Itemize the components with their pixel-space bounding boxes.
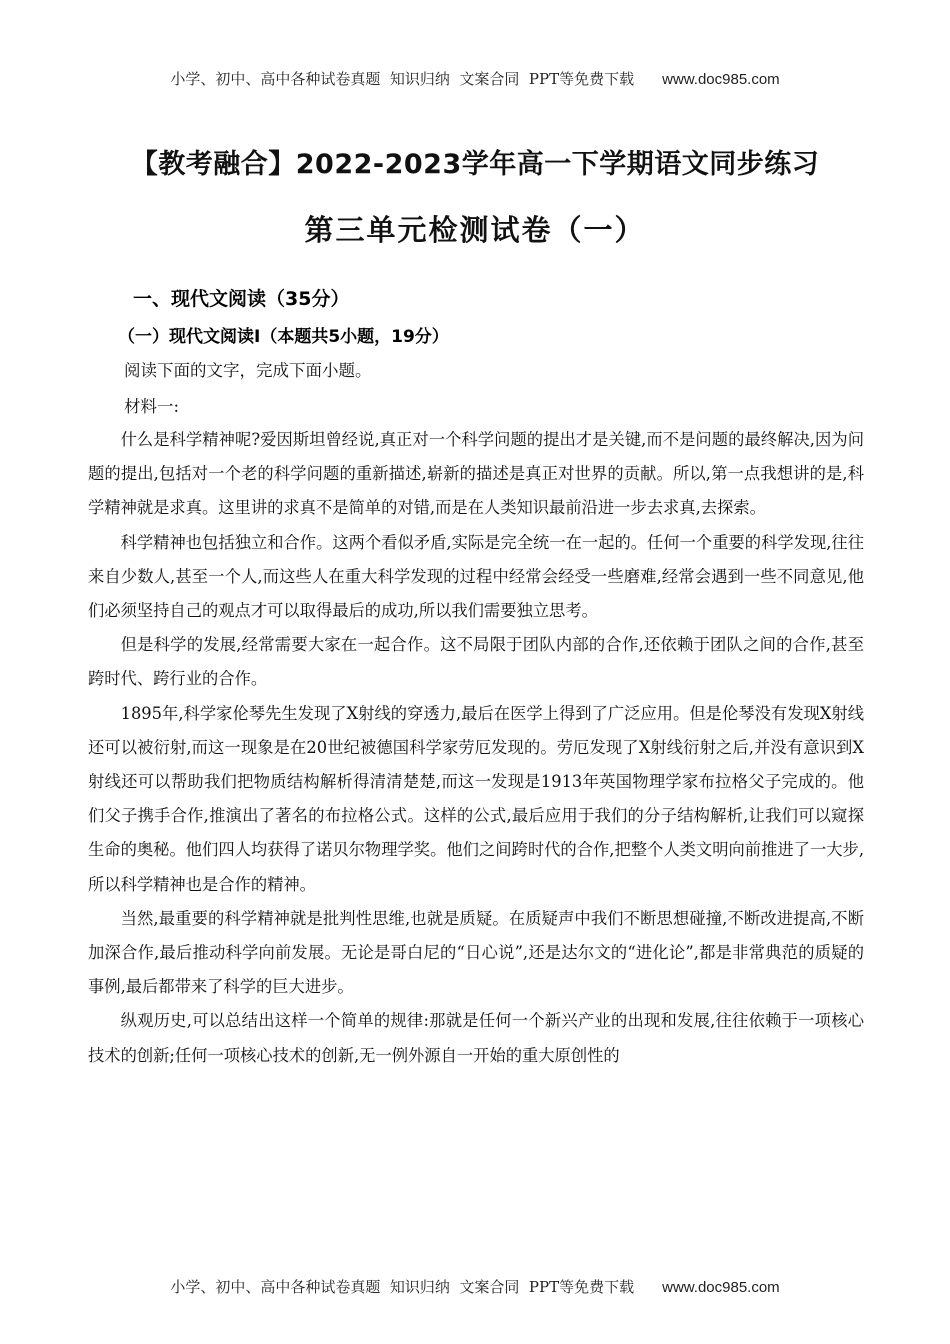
page-footer [0,1276,950,1297]
passage-paragraph: 纵观历史,可以总结出这样一个简单的规律:那就是任何一个新兴产业的出现和发展,往往依赖于一项核心技术的创新;任何一项核心技术的创新,无一例外源自一开始的重大原创性的 [88,1011,864,1065]
passage-paragraph: 科学精神也包括独立和合作。这两个看似矛盾,实际是完全统一在一起的。任何一个重要的科学发现,往往来自少数人,甚至一个人,而这些人在重大科学发现的过程中经常会经受一些磨难,经常会遇到一些不同意见,他们必须坚持自己的观点才可以取得最后的成功,所以我们需要独立思考。 [88,532,864,621]
page-header [0,68,950,89]
header-site-link[interactable]: www.doc985.com [662,71,780,88]
material-label: 材料一: [124,397,180,416]
passage-paragraph: 但是科学的发展,经常需要大家在一起合作。这不局限于团队内部的合作,还依赖于团队之间的合作,甚至跨时代、跨行业的合作。 [88,635,864,689]
reading-passage [88,423,864,1073]
passage-paragraph: 什么是科学精神呢?爱因斯坦曾经说,真正对一个科学问题的提出才是关键,而不是问题的最终解决,因为问题的提出,包括对一个老的科学问题的重新描述,崭新的描述是真正对世界的贡献。所以,第一点我想讲的是,科学精神就是求真。这里讲的求真不是简单的对错,而是在人类知识最前沿进一步去求真,去探索。 [88,430,864,518]
passage-paragraph: 当然,最重要的科学精神就是批判性思维,也就是质疑。在质疑声中我们不断思想碰撞,不断改进提高,不断加深合作,最后推动科学向前发展。无论是哥白尼的“日心说”,还是达尔文的“进化论”,都是非常典范的质疑的事例,最后都带来了科学的巨大进步。 [88,908,864,997]
section-heading: 一、现代文阅读（35分） [133,288,350,310]
document-subtitle: 第三单元检测试卷（一） [304,213,646,247]
footer-site-link[interactable]: www.doc985.com [662,1279,780,1296]
document-title: 【教考融合】2022-2023学年高一下学期语文同步练习 [130,149,820,180]
reading-instruction: 阅读下面的文字，完成下面小题。 [124,361,372,380]
subsection-heading: （一）现代文阅读Ⅰ（本题共5小题，19分） [118,327,449,347]
header-promo-text: 小学、初中、高中各种试卷真题 知识归纳 文案合同 PPT等免费下载 [170,70,635,88]
passage-paragraph: 1895年,科学家伦琴先生发现了X射线的穿透力,最后在医学上得到了广泛应用。但是伦琴没有发现X射线还可以被衍射,而这一现象是在20世纪被德国科学家劳厄发现的。劳厄发现了X射线衍射之后,并没有意识到X射线还可以帮助我们把物质结构解析得清清楚楚,而这一发现是1913年英国物理学家布拉格父子完成的。他们父子携手合作,推演出了著名的布拉格公式。这样的公式,最后应用于我们的分子结构解析,让我们可以窥探生命的奥秘。他们四人均获得了诺贝尔物理学奖。他们之间跨时代的合作,把整个人类文明向前推进了一大步,所以科学精神也是合作的精神。 [88,703,864,894]
footer-promo-text: 小学、初中、高中各种试卷真题 知识归纳 文案合同 PPT等免费下载 [170,1278,635,1296]
